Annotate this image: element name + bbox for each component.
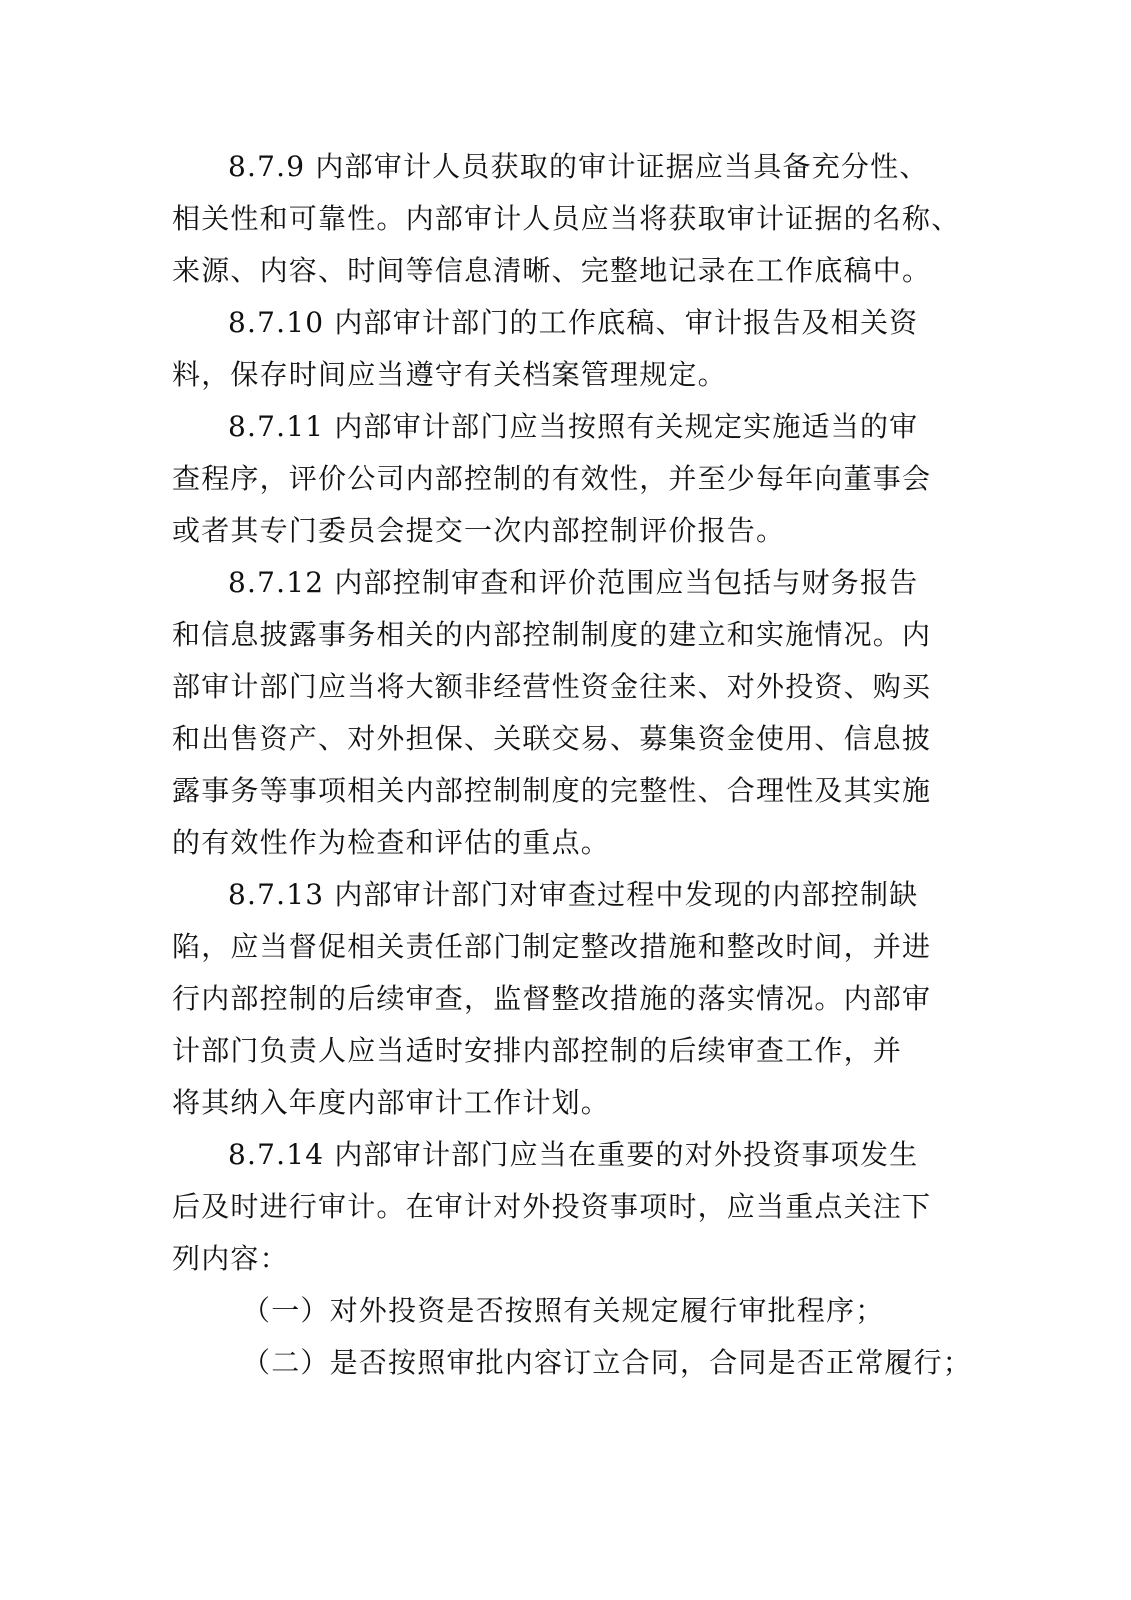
para-8-7-9-line-3: 来源、内容、时间等信息清晰、完整地记录在工作底稿中。 — [172, 254, 932, 287]
para-8-7-13-line-5: 将其纳入年度内部审计工作计划。 — [172, 1086, 611, 1119]
para-8-7-14-line-1: 8.7.14 内部审计部门应当在重要的对外投资事项发生 — [228, 1138, 919, 1171]
para-8-7-11-line-1: 8.7.11 内部审计部门应当按照有关规定实施适当的审 — [228, 410, 919, 443]
para-8-7-13-line-1: 8.7.13 内部审计部门对审查过程中发现的内部控制缺 — [228, 878, 919, 911]
para-8-7-12-line-6: 的有效性作为检查和评估的重点。 — [172, 826, 611, 859]
list-item-1: （一）对外投资是否按照有关规定履行审批程序； — [242, 1294, 885, 1327]
para-8-7-13-line-2: 陷，应当督促相关责任部门制定整改措施和整改时间，并进 — [172, 930, 932, 963]
para-8-7-10-line-1: 8.7.10 内部审计部门的工作底稿、审计报告及相关资 — [228, 306, 919, 339]
para-8-7-11-line-3: 或者其专门委员会提交一次内部控制评价报告。 — [172, 514, 786, 547]
para-8-7-10-line-2: 料，保存时间应当遵守有关档案管理规定。 — [172, 358, 727, 391]
para-8-7-12-line-4: 和出售资产、对外担保、关联交易、募集资金使用、信息披 — [172, 722, 932, 755]
para-8-7-9-line-2: 相关性和可靠性。内部审计人员应当将获取审计证据的名称、 — [172, 202, 961, 235]
para-8-7-13-line-4: 计部门负责人应当适时安排内部控制的后续审查工作，并 — [172, 1034, 903, 1067]
para-8-7-9-line-1: 8.7.9 内部审计人员获取的审计证据应当具备充分性、 — [228, 150, 929, 183]
para-8-7-13-line-3: 行内部控制的后续审查，监督整改措施的落实情况。内部审 — [172, 982, 932, 1015]
para-8-7-11-line-2: 查程序，评价公司内部控制的有效性，并至少每年向董事会 — [172, 462, 932, 495]
para-8-7-12-line-3: 部审计部门应当将大额非经营性资金往来、对外投资、购买 — [172, 670, 932, 703]
list-item-2: （二）是否按照审批内容订立合同，合同是否正常履行； — [242, 1346, 973, 1379]
para-8-7-14-line-2: 后及时进行审计。在审计对外投资事项时，应当重点关注下 — [172, 1190, 932, 1223]
para-8-7-14-line-3: 列内容： — [172, 1242, 289, 1275]
para-8-7-12-line-1: 8.7.12 内部控制审查和评价范围应当包括与财务报告 — [228, 566, 919, 599]
para-8-7-12-line-5: 露事务等事项相关内部控制制度的完整性、合理性及其实施 — [172, 774, 932, 807]
para-8-7-12-line-2: 和信息披露事务相关的内部控制制度的建立和实施情况。内 — [172, 618, 932, 651]
